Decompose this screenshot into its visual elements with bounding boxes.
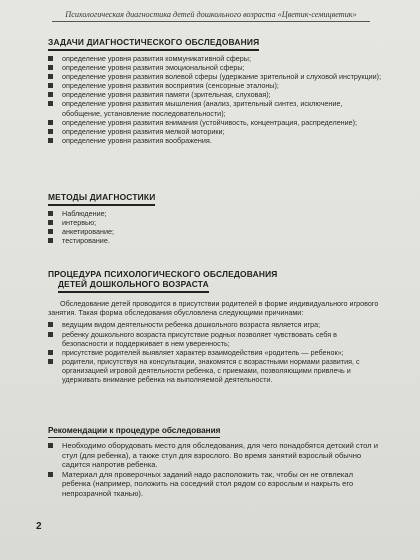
list-item — [48, 348, 383, 357]
bullet-marker-icon — [48, 322, 53, 327]
recommendations-heading: Рекомендации к процедуре обследования — [48, 426, 220, 438]
bullet-marker-icon — [48, 92, 53, 97]
tasks-list — [48, 54, 383, 145]
list-item — [48, 54, 383, 63]
list-item — [48, 357, 383, 384]
methods-heading — [48, 192, 383, 206]
page-number: 2 — [36, 521, 42, 532]
list-item — [48, 118, 383, 127]
procedure-section — [48, 269, 383, 384]
list-item — [48, 227, 383, 236]
list-item-text: ребенку дошкольного возраста присутствие родных позволяет чувствовать себя в безопасности и поддерживает в нем уверенность; — [62, 329, 337, 348]
tasks-section — [48, 37, 383, 145]
list-item-text: Необходимо оборудовать место для обследования, для чего понадобятся детский стол и стул (для ребенка), а также стул для взрослого. Во время занятий взрослый обычно садится напротив ребенка. — [62, 441, 378, 470]
methods-heading-text: МЕТОДЫ ДИАГНОСТИКИ — [48, 192, 155, 206]
bullet-marker-icon — [48, 350, 53, 355]
bullet-marker-icon — [48, 238, 53, 243]
bullet-marker-icon — [48, 332, 53, 337]
list-item-text: определение уровня развития мелкой моторики; — [62, 126, 225, 136]
list-item-text: определение уровня развития волевой сферы (удержание зрительной и слуховой инструкции); — [62, 72, 382, 82]
procedure-heading-line1: ПРОЦЕДУРА ПСИХОЛОГИЧЕСКОГО ОБСЛЕДОВАНИЯ — [48, 269, 278, 279]
list-item — [48, 99, 383, 117]
list-item-text: тестирование. — [62, 236, 110, 246]
bullet-marker-icon — [48, 56, 53, 61]
bullet-marker-icon — [48, 220, 53, 225]
running-head: Психологическая диагностика детей дошкольного возраста «Цветик-семицветик» — [52, 10, 370, 22]
tasks-heading-text: ЗАДАЧИ ДИАГНОСТИЧЕСКОГО ОБСЛЕДОВАНИЯ — [48, 37, 259, 51]
list-item — [48, 136, 383, 145]
list-item-text: анкетирование; — [62, 227, 114, 237]
list-item-text: определение уровня развития восприятия (сенсорные эталоны); — [62, 81, 279, 91]
list-item — [48, 81, 383, 90]
methods-list — [48, 209, 383, 245]
bullet-marker-icon — [48, 129, 53, 134]
recommendations-list — [48, 441, 383, 499]
list-item-text: Наблюдение; — [62, 209, 107, 218]
procedure-heading — [48, 269, 383, 293]
list-item — [48, 441, 383, 470]
list-item-text: родители, присутствуя на консультации, знакомятся с возрастными нормами развития, с организацией игровой деятельности ребенка, с приемами, позволяющими привлечь и удерживать внимание ребенка на выполняемой деятельности. — [62, 356, 360, 384]
bullet-marker-icon — [48, 83, 53, 88]
list-item — [48, 127, 383, 136]
bullet-marker-icon — [48, 211, 53, 216]
recommendations-section — [48, 420, 383, 499]
bullet-marker-icon — [48, 74, 53, 79]
list-item — [48, 320, 383, 329]
list-item — [48, 470, 383, 499]
bullet-marker-icon — [48, 443, 53, 448]
list-item-text: определение уровня развития памяти (зрительная, слуховая); — [62, 90, 271, 100]
list-item — [48, 330, 383, 348]
list-item — [48, 90, 383, 99]
list-item — [48, 209, 383, 218]
list-item — [48, 63, 383, 72]
list-item-text: определение уровня развития воображения. — [62, 135, 212, 145]
bullet-marker-icon — [48, 65, 53, 70]
list-item — [48, 218, 383, 227]
list-item — [48, 72, 383, 81]
bullet-marker-icon — [48, 359, 53, 364]
bullet-marker-icon — [48, 120, 53, 125]
procedure-heading-line2: ДЕТЕЙ ДОШКОЛЬНОГО ВОЗРАСТА — [58, 279, 209, 293]
list-item-text: определение уровня развития эмоциональной сферы; — [62, 63, 245, 73]
list-item-text: присутствие родителей выявляет характер взаимодействия «родитель — ребенок»; — [62, 347, 344, 357]
procedure-list — [48, 320, 383, 384]
list-item-text: интервью; — [62, 218, 97, 228]
bullet-marker-icon — [48, 138, 53, 143]
methods-section — [48, 192, 383, 245]
list-item-text: ведущим видом деятельности ребенка дошкольного возраста является игра; — [62, 320, 321, 330]
list-item — [48, 236, 383, 245]
procedure-intro: Обследование детей проводится в присутствии родителей в форме индивидуального игрового занятия. Такая форма обследования обусловлена следующими причинами: — [48, 299, 379, 318]
list-item-text: определение уровня развития мышления (анализ, зрительный синтез, исключение, обобщение, установление последовательности); — [62, 99, 343, 118]
tasks-heading — [48, 37, 383, 51]
list-item-text: Материал для проверочных заданий надо расположить так, чтобы он не отвлекал ребенка (например, положить на соседний стол рядом со взрослым и накрыть его непрозрачной тканью). — [62, 469, 354, 498]
bullet-marker-icon — [48, 101, 53, 106]
list-item-text: определение уровня развития внимания (устойчивость, концентрация, распределение); — [62, 117, 358, 127]
bullet-marker-icon — [48, 472, 53, 477]
list-item-text: определение уровня развития коммуникативной сферы; — [62, 54, 251, 63]
bullet-marker-icon — [48, 229, 53, 234]
